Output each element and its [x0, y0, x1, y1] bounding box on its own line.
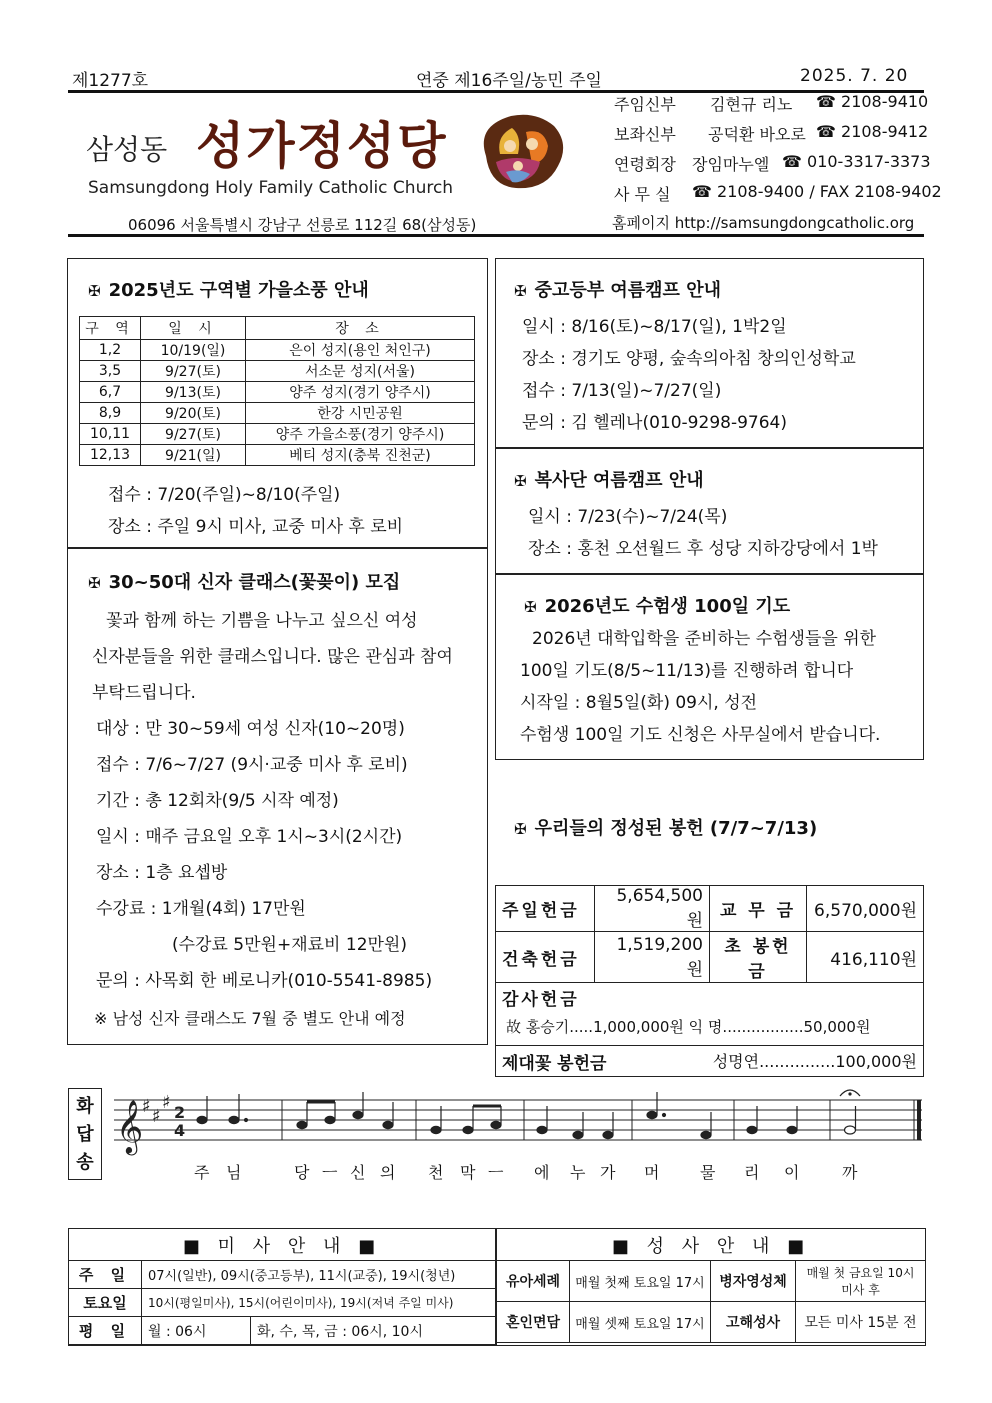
mass-saturday-label: 토요일 [69, 1289, 142, 1317]
cell-district: 10,11 [80, 424, 141, 445]
col-place: 장 소 [246, 317, 475, 340]
staff-name-assistant: 공덕환 바오로 [708, 125, 806, 144]
header-bottom-rule [68, 234, 924, 237]
lyric-syllable: ㅡ [488, 1163, 504, 1182]
diocese-offering-label: 교 무 금 [710, 886, 807, 932]
psalm-label-box [68, 1088, 102, 1180]
picnic-title: ✠ 2025년도 구역별 가을소풍 안내 [88, 280, 369, 301]
baptism-value: 매월 첫째 토요일 17시 [570, 1261, 711, 1302]
sunday-title: 연중 제16주일/농민 주일 [416, 71, 602, 91]
diocese-offering-value: 6,570,000원 [807, 886, 924, 932]
table-row [497, 1302, 926, 1343]
sick-communion-value: 매월 첫 금요일 10시 미사 후 [796, 1261, 926, 1302]
staff-role-pastor: 주임신부 [614, 95, 676, 114]
confession-label: 고해성사 [711, 1302, 796, 1343]
thanks-offering-label: 감사헌금 [502, 990, 580, 1010]
holy-family-logo-icon [466, 106, 576, 194]
cell-district: 6,7 [80, 382, 141, 403]
treble-clef-icon: 𝄞 [116, 1099, 144, 1153]
cross-icon: ✠ [88, 574, 101, 592]
offering-table [495, 885, 924, 1077]
time-signature-icon: 4 [174, 1121, 186, 1140]
staff-phone-assistant: ☎ 2108-9412 [816, 122, 929, 141]
issue-date: 2025. 7. 20 [800, 66, 909, 86]
table-row [80, 445, 475, 466]
marriage-label: 혼인면담 [497, 1302, 570, 1343]
cross-icon: ✠ [514, 820, 527, 838]
table-row [496, 1046, 924, 1077]
mass-saturday-times: 10시(평일미사), 15시(어린이미사), 19시(저녁 주일 미사) [142, 1289, 496, 1317]
lyric-syllable: 에 [534, 1163, 550, 1182]
lyric-syllable: 이 [784, 1163, 800, 1182]
church-prefix: 삼성동 [86, 133, 168, 166]
class-intro-2: 신자분들을 위한 클래스입니다. 많은 관심과 참여 [92, 647, 453, 667]
class-period: 기간 : 총 12회차(9/5 시작 예정) [96, 791, 339, 811]
baptism-label: 유아세례 [497, 1261, 570, 1302]
table-row [69, 1261, 496, 1289]
lyric-syllable: ㅡ [322, 1163, 338, 1182]
header-top-rule [68, 90, 924, 93]
lyric-syllable: 리 [744, 1163, 760, 1182]
homepage-link[interactable]: 홈페이지 http://samsungdongcatholic.org [612, 214, 915, 232]
staff-phone-funeral: ☎ 010-3317-3373 [782, 152, 931, 171]
cell-place: 양주 성지(경기 양주시) [246, 382, 475, 403]
youth-camp-place: 장소 : 경기도 양평, 숲속의아침 창의인성학교 [522, 349, 856, 369]
picnic-table [79, 316, 475, 466]
class-intro-1: 꽃과 함께 하는 기쁨을 나누고 싶으신 여성 [106, 611, 418, 631]
lyric-syllable: 가 [600, 1163, 616, 1182]
exam-prayer-line-2: 100일 기도(8/5~11/13)를 진행하려 합니다 [520, 661, 854, 681]
class-fee-detail: (수강료 5만원+재료비 12만원) [172, 935, 407, 955]
col-district: 구 역 [80, 317, 141, 340]
mass-sunday-label: 주 일 [69, 1261, 142, 1289]
cell-place: 베티 성지(충북 진천군) [246, 445, 475, 466]
altar-camp-title: ✠ 복사단 여름캠프 안내 [514, 470, 704, 491]
cell-date: 9/20(토) [141, 403, 246, 424]
youth-camp-title: ✠ 중고등부 여름캠프 안내 [514, 280, 721, 301]
table-row [80, 403, 475, 424]
table-row [80, 361, 475, 382]
class-note: ※ 남성 신자 클래스도 7월 중 별도 안내 예정 [94, 1009, 406, 1028]
issue-number: 제1277호 [72, 71, 149, 91]
class-title: ✠ 30~50대 신자 클래스(꽃꽂이) 모집 [88, 572, 401, 593]
offering-title: ✠ 우리들의 정성된 봉헌 (7/7~7/13) [514, 818, 818, 839]
mass-table [68, 1260, 496, 1345]
exam-prayer-line-3: 시작일 : 8월5일(화) 09시, 성전 [520, 693, 758, 713]
youth-camp-date: 일시 : 8/16(토)~8/17(일), 1박2일 [522, 317, 787, 337]
sacrament-table [496, 1260, 926, 1343]
church-english-name: Samsungdong Holy Family Catholic Church [88, 178, 454, 198]
youth-camp-contact: 문의 : 김 헬레나(010-9298-9764) [522, 413, 787, 433]
lyric-syllable: 당 [294, 1163, 310, 1182]
table-row [496, 886, 924, 932]
exam-prayer-title: ✠ 2026년도 수험생 100일 기도 [524, 596, 791, 617]
lyric-syllable: 막 [460, 1163, 476, 1182]
table-row [69, 1289, 496, 1317]
class-target: 대상 : 만 30~59세 여성 신자(10~20명) [96, 719, 405, 739]
marriage-value: 매월 셋째 토요일 17시 [570, 1302, 711, 1343]
staff-name-funeral: 장임마누엘 [692, 155, 770, 174]
sunday-offering-value: 5,654,500원 [595, 886, 710, 932]
lyric-syllable: 의 [380, 1163, 396, 1182]
class-reception: 접수 : 7/6~7/27 (9시·교중 미사 후 로비) [96, 755, 408, 775]
cross-icon: ✠ [514, 472, 527, 490]
staff-phone-office: ☎ 2108-9400 / FAX 2108-9402 [692, 182, 942, 201]
cell-place: 은이 성지(용인 처인구) [246, 340, 475, 361]
table-row [496, 983, 924, 1046]
altar-camp-place: 장소 : 홍천 오션월드 후 성당 지하강당에서 1박 [528, 539, 878, 559]
cell-date: 9/21(일) [141, 445, 246, 466]
psalm-label-char: 화 [76, 1096, 94, 1117]
cross-icon: ✠ [88, 282, 101, 300]
thanks-offering-line: 故 홍승기.....1,000,000원 익 명.................50,000원 [506, 1018, 871, 1036]
lyric-syllable: 님 [226, 1163, 242, 1182]
staff-name-pastor: 김현규 리노 [710, 95, 793, 114]
psalm-label-char: 답 [76, 1124, 94, 1145]
mass-sunday-times: 07시(일반), 09시(중고등부), 11시(교중), 19시(청년) [142, 1261, 496, 1289]
sharp-icon: ♯ [152, 1106, 161, 1127]
cross-icon: ✠ [524, 598, 537, 616]
mass-weekday-rest: 화, 수, 목, 금 : 06시, 10시 [251, 1317, 496, 1345]
cell-place: 양주 가을소풍(경기 양주시) [246, 424, 475, 445]
church-name: 성가정성당 [196, 116, 448, 175]
lyric-syllable: 머 [644, 1163, 660, 1182]
flower-offering-label: 제대꽃 봉헌금 [502, 1053, 607, 1074]
lyric-syllable: 물 [700, 1163, 716, 1182]
table-row [80, 382, 475, 403]
cell-date: 9/13(토) [141, 382, 246, 403]
sharp-icon: ♯ [162, 1092, 171, 1113]
table-header-row [80, 317, 475, 340]
sick-communion-label: 병자영성체 [711, 1261, 796, 1302]
table-row [496, 932, 924, 983]
class-fee: 수강료 : 1개월(4회) 17만원 [96, 899, 306, 919]
psalm-label-char: 송 [76, 1152, 94, 1173]
class-intro-3: 부탁드립니다. [92, 683, 196, 703]
staff-phone-pastor: ☎ 2108-9410 [816, 92, 929, 111]
time-signature-icon: 2 [174, 1103, 186, 1122]
col-date: 일 시 [141, 317, 246, 340]
cell-date: 9/27(토) [141, 424, 246, 445]
mass-weekday-monday: 월 : 06시 [142, 1317, 251, 1345]
altar-camp-date: 일시 : 7/23(수)~7/24(목) [528, 507, 728, 527]
hymn-lyrics [102, 1160, 928, 1184]
class-place: 장소 : 1층 요셉방 [96, 863, 228, 883]
confession-value: 모든 미사 15분 전 [796, 1302, 926, 1343]
table-row [497, 1261, 926, 1302]
flower-offering-value: 성명연...............100,000원 [712, 1051, 917, 1071]
church-address: 06096 서울특별시 강남구 선릉로 112길 68(삼성동) [128, 216, 477, 234]
exam-prayer-line-1: 2026년 대학입학을 준비하는 수험생들을 위한 [532, 629, 877, 649]
cell-date: 10/19(일) [141, 340, 246, 361]
cell-place: 서소문 성지(서울) [246, 361, 475, 382]
picnic-reception: 접수 : 7/20(주일)~8/10(주일) [108, 485, 341, 505]
lyric-syllable: 신 [350, 1163, 366, 1182]
class-contact: 문의 : 사목회 한 베로니카(010-5541-8985) [96, 971, 433, 991]
building-offering-label: 건축헌금 [496, 932, 595, 983]
class-schedule: 일시 : 매주 금요일 오후 1시~3시(2시간) [96, 827, 403, 847]
lyric-syllable: 천 [428, 1163, 444, 1182]
cell-place: 한강 시민공원 [246, 403, 475, 424]
sacrament-title: ■ 성 사 안 내 ■ [611, 1236, 811, 1257]
first-offering-value: 416,110원 [807, 932, 924, 983]
cell-date: 9/27(토) [141, 361, 246, 382]
exam-prayer-line-4: 수험생 100일 기도 신청은 사무실에서 받습니다. [520, 725, 881, 745]
lyric-syllable: 주 [194, 1163, 210, 1182]
cell-district: 8,9 [80, 403, 141, 424]
sharp-icon: ♯ [142, 1096, 151, 1117]
sunday-offering-label: 주일헌금 [496, 886, 595, 932]
lyric-syllable: 누 [570, 1163, 586, 1182]
mass-title: ■ 미 사 안 내 ■ [182, 1236, 382, 1257]
table-row [80, 340, 475, 361]
lyric-syllable: 까 [842, 1163, 858, 1182]
cell-district: 1,2 [80, 340, 141, 361]
first-offering-label: 초 봉헌금 [710, 932, 807, 983]
cell-district: 12,13 [80, 445, 141, 466]
picnic-place: 장소 : 주일 9시 미사, 교중 미사 후 로비 [108, 517, 404, 537]
cross-icon: ✠ [514, 282, 527, 300]
table-row [80, 424, 475, 445]
cell-district: 3,5 [80, 361, 141, 382]
youth-camp-reception: 접수 : 7/13(일)~7/27(일) [522, 381, 722, 401]
staff-role-office: 사 무 실 [614, 185, 671, 204]
building-offering-value: 1,519,200원 [595, 932, 710, 983]
staff-role-funeral: 연령회장 [614, 155, 676, 174]
staff-role-assistant: 보좌신부 [614, 125, 676, 144]
mass-weekday-label: 평 일 [69, 1317, 142, 1345]
table-row [69, 1317, 496, 1345]
